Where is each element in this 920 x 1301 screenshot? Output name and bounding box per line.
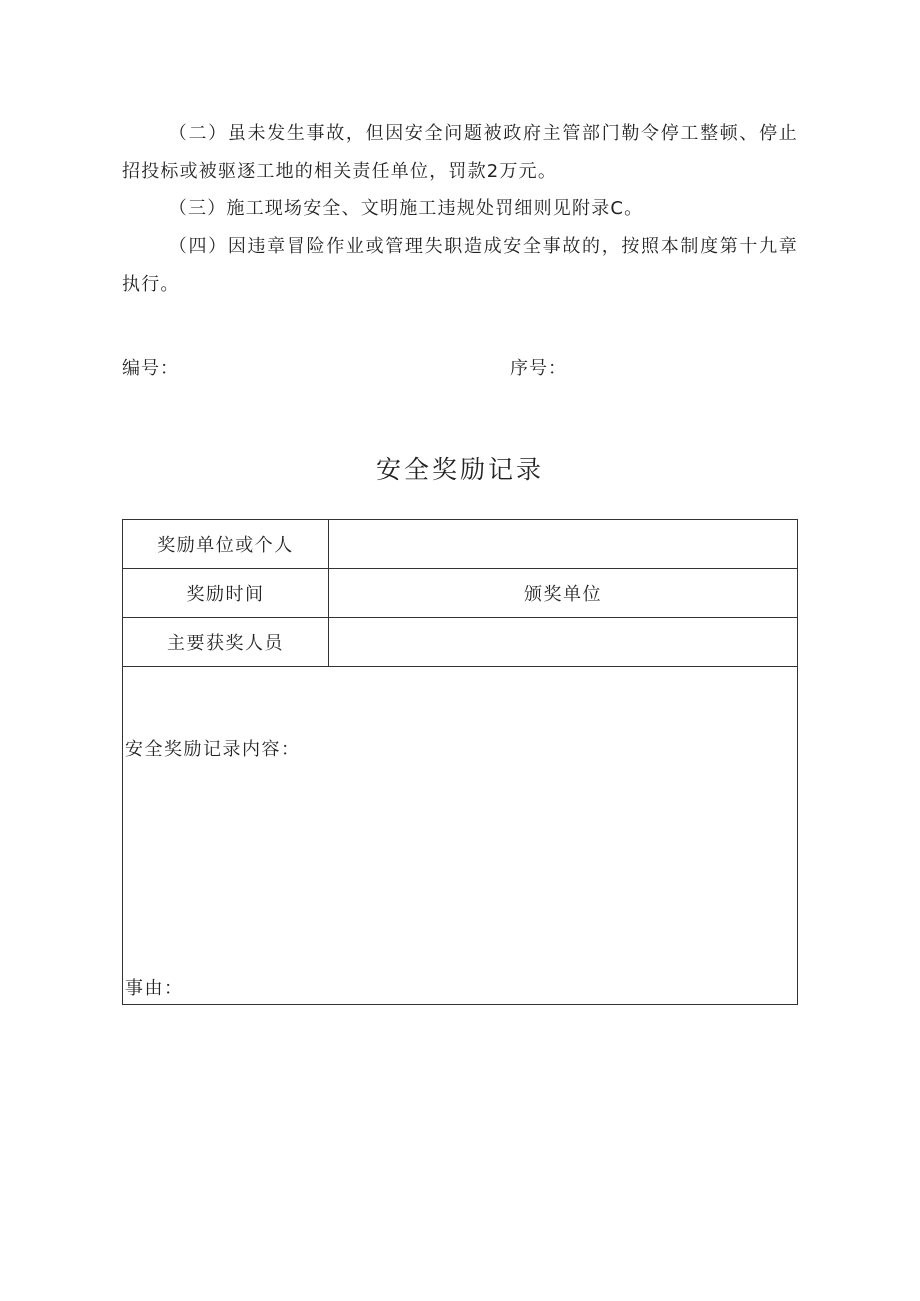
award-record-table xyxy=(122,519,798,1005)
content-label: 安全奖励记录内容： xyxy=(125,739,301,760)
paragraph-item-4: （四）因违章冒险作业或管理失职造成安全事故的，按照本制度第十九章执行。 xyxy=(122,236,798,295)
table-row xyxy=(123,618,798,667)
paragraph-item-3: （三）施工现场安全、文明施工违规处罚细则见附录C。 xyxy=(168,198,644,219)
unit-value-cell[interactable] xyxy=(329,520,798,569)
winners-label-cell: 主要获奖人员 xyxy=(123,618,329,667)
content-cell[interactable] xyxy=(123,667,798,1005)
form-title: 安全奖励记录 xyxy=(375,455,544,484)
table-row xyxy=(123,667,798,1005)
reason-label: 事由： xyxy=(125,978,184,999)
unit-label-cell: 奖励单位或个人 xyxy=(123,520,329,569)
time-label-cell: 奖励时间 xyxy=(123,569,329,618)
table-row xyxy=(123,520,798,569)
serial-label: 序号： xyxy=(510,358,567,379)
paragraph-item-2: （二）虽未发生事故，但因安全问题被政府主管部门勒令停工整顿、停止招投标或被驱逐工地的相关责任单位，罚款2万元。 xyxy=(122,123,798,182)
winners-value-cell[interactable] xyxy=(329,618,798,667)
number-label: 编号： xyxy=(122,358,179,379)
table-row xyxy=(123,569,798,618)
issuer-label-cell: 颁奖单位 xyxy=(329,569,798,618)
